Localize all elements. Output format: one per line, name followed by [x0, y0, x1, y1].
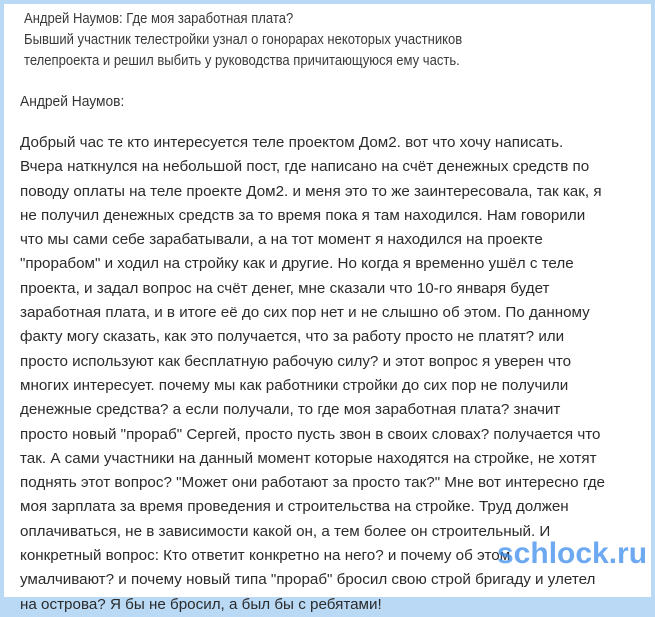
body-line: поднять этот вопрос? "Может они работают за просто так?" Мне вот интересно где — [20, 474, 606, 492]
article-subtitle-line: Бывший участник телестройки узнал о гонорарах некоторых участников — [24, 32, 463, 48]
body-line: многих интересует. почему мы как работники стройки до сих пор не получили — [20, 376, 569, 394]
body-line: проекта, и задал вопрос на счёт денег, мне сказали что 10-го января будет — [20, 279, 550, 297]
body-line: на острова? Я бы не бросил, а был бы с ребятами! — [20, 595, 382, 613]
article-header — [24, 9, 462, 72]
body-line: факту могу сказать, как это получается, что за работу просто не платят? или — [20, 328, 565, 346]
body-line: Добрый час те кто интересуется теле проектом Дом2. вот что хочу написать. — [20, 134, 564, 151]
article-title: Андрей Наумов: Где моя заработная плата? — [24, 11, 294, 27]
article-subtitle-line: телепроекта и решил выбить у руководства причитающуюся ему часть. — [24, 53, 460, 69]
body-line: просто новый "прораб" Сергей, просто пусть звон в своих словах? получается что — [20, 425, 601, 443]
body-line: поводу оплаты на теле проекте Дом2. и меня это то же заинтересовала, так как, я — [20, 182, 602, 200]
body-line: так. А сами участники на данный момент которые находятся на стройке, не хотят — [20, 449, 597, 467]
author-label: Андрей Наумов: — [20, 93, 125, 110]
body-line: просто используют как бесплатную рабочую силу? и этот вопрос я уверен что — [20, 352, 572, 370]
body-line: не получил денежных средств за то время пока я там находился. Нам говорили — [20, 206, 586, 224]
body-line: денежные средства? а если получали, то где моя заработная плата? значит — [20, 401, 561, 419]
body-line: заработная плата, и в итоге её до сих пор нет и не слышно об этом. По данному — [20, 304, 590, 322]
watermark: schlock.ru — [497, 537, 648, 570]
body-line: моя зарплата за время проведения и строительства на стройке. Труд должен — [20, 498, 569, 516]
body-line: конкретный вопрос: Кто ответит конкретно на него? и почему об этом — [20, 547, 511, 565]
body-line: "прорабом" и ходил на стройку как и другие. Но когда я временно ушёл с теле — [20, 255, 574, 273]
body-line: что мы сами себе зарабатывали, а на тот момент я находился на проекте — [20, 231, 543, 249]
body-line: Вчера наткнулся на небольшой пост, где написано на счёт денежных средств по — [20, 158, 590, 176]
body-line: умалчивают? и почему новый типа "прораб" бросил свою строй бригаду и улетел — [20, 571, 596, 589]
body-line: оплачиваться, не в зависимости какой он, а тем более он строительный. И — [20, 522, 551, 540]
